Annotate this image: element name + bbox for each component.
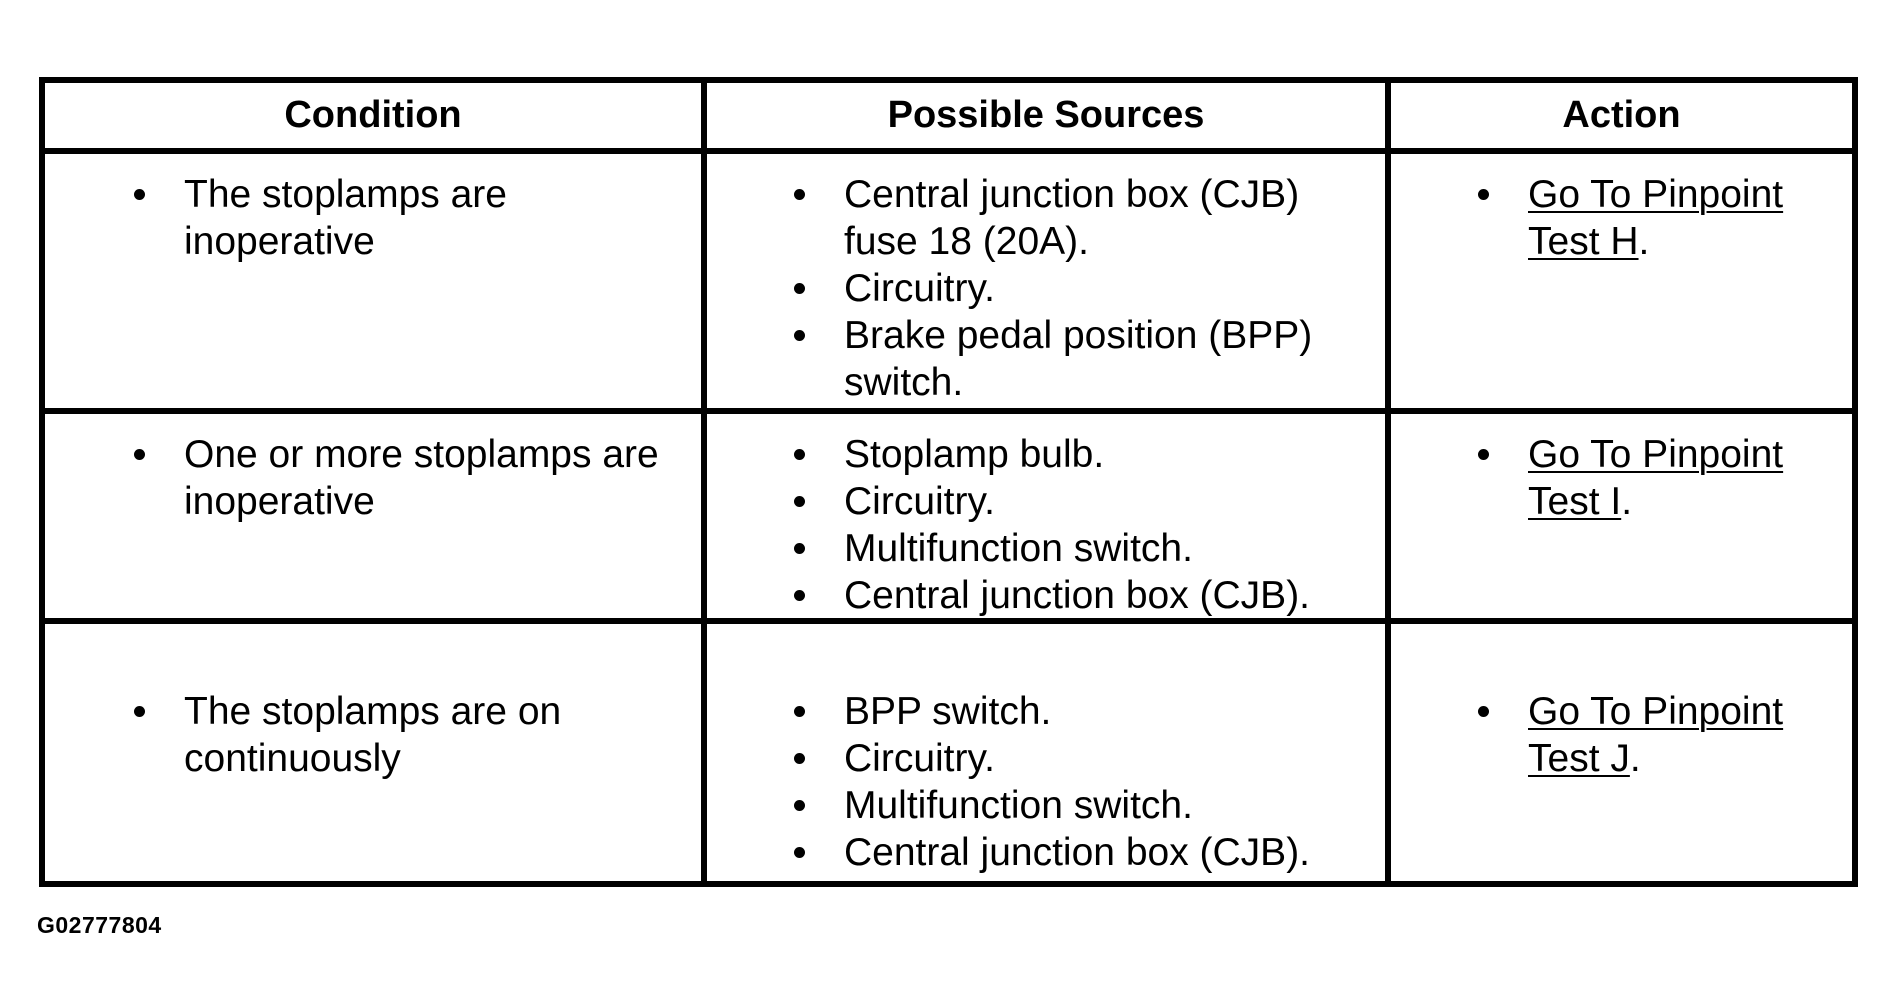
list-item	[844, 782, 1379, 829]
list-item	[1528, 688, 1846, 782]
bullet-icon	[794, 800, 805, 811]
list-item	[1528, 431, 1846, 525]
figure-id: G02777804	[37, 912, 162, 938]
header-condition	[45, 83, 707, 154]
source-text: Stoplamp bulb.	[844, 433, 1105, 476]
row1-sources-cell	[707, 154, 1391, 414]
row2-condition-cell	[45, 414, 707, 624]
bullet-icon	[794, 753, 805, 764]
list-item	[184, 171, 695, 265]
list-item	[844, 735, 1379, 782]
list-item	[184, 688, 695, 782]
list-item	[844, 525, 1379, 572]
link-suffix: .	[1638, 220, 1650, 263]
pinpoint-test-i-link[interactable]: Go To Pinpoint Test I	[1528, 433, 1784, 523]
row1-sources-list	[844, 171, 1379, 406]
list-item	[1528, 171, 1846, 265]
source-text: Circuitry.	[844, 480, 995, 523]
bullet-icon	[794, 543, 805, 554]
source-text: Central junction box (CJB).	[844, 574, 1311, 617]
condition-text: The stoplamps are on continuously	[184, 690, 562, 780]
row1-condition-list	[184, 171, 695, 265]
bullet-icon	[794, 189, 805, 200]
bullet-icon	[794, 283, 805, 294]
row1-action-cell	[1391, 154, 1852, 414]
row2-sources-list	[844, 431, 1379, 619]
list-item	[844, 171, 1379, 265]
row2-sources-cell	[707, 414, 1391, 624]
header-possible-sources	[707, 83, 1391, 154]
row1-condition-cell	[45, 154, 707, 414]
source-text: Central junction box (CJB) fuse 18 (20A).	[844, 173, 1300, 263]
condition-text: One or more stoplamps are inoperative	[184, 433, 659, 523]
header-action-label: Action	[1562, 94, 1681, 136]
row3-condition-cell	[45, 624, 707, 881]
diagnosis-table	[39, 77, 1858, 887]
list-item	[844, 829, 1379, 876]
bullet-icon	[134, 449, 145, 460]
bullet-icon	[1478, 189, 1489, 200]
pinpoint-test-h-link[interactable]: Go To Pinpoint Test H	[1528, 173, 1784, 263]
bullet-icon	[134, 189, 145, 200]
pinpoint-test-j-link[interactable]: Go To Pinpoint Test J	[1528, 690, 1784, 780]
source-text: Multifunction switch.	[844, 784, 1193, 827]
bullet-icon	[794, 706, 805, 717]
row3-action-cell	[1391, 624, 1852, 881]
row3-action-list	[1528, 688, 1846, 782]
row3-sources-cell	[707, 624, 1391, 881]
header-sources-label: Possible Sources	[887, 94, 1205, 136]
link-suffix: .	[1629, 737, 1641, 780]
list-item	[844, 478, 1379, 525]
list-item	[844, 431, 1379, 478]
row2-condition-list	[184, 431, 695, 525]
bullet-icon	[794, 847, 805, 858]
row2-action-cell	[1391, 414, 1852, 624]
header-condition-label: Condition	[284, 94, 462, 136]
source-text: BPP switch.	[844, 690, 1052, 733]
condition-text: The stoplamps are inoperative	[184, 173, 507, 263]
list-item	[844, 312, 1379, 406]
list-item	[844, 688, 1379, 735]
source-text: Circuitry.	[844, 737, 995, 780]
header-action	[1391, 83, 1852, 154]
row3-condition-list	[184, 688, 695, 782]
source-text: Central junction box (CJB).	[844, 831, 1311, 874]
row3-sources-list	[844, 688, 1379, 876]
list-item	[844, 572, 1379, 619]
row2-action-list	[1528, 431, 1846, 525]
bullet-icon	[794, 449, 805, 460]
bullet-icon	[1478, 449, 1489, 460]
list-item	[844, 265, 1379, 312]
source-text: Multifunction switch.	[844, 527, 1193, 570]
bullet-icon	[794, 496, 805, 507]
bullet-icon	[1478, 706, 1489, 717]
bullet-icon	[794, 330, 805, 341]
link-suffix: .	[1621, 480, 1633, 523]
list-item	[184, 431, 695, 525]
source-text: Brake pedal position (BPP) switch.	[844, 314, 1313, 404]
source-text: Circuitry.	[844, 267, 995, 310]
bullet-icon	[794, 590, 805, 601]
row1-action-list	[1528, 171, 1846, 265]
bullet-icon	[134, 706, 145, 717]
